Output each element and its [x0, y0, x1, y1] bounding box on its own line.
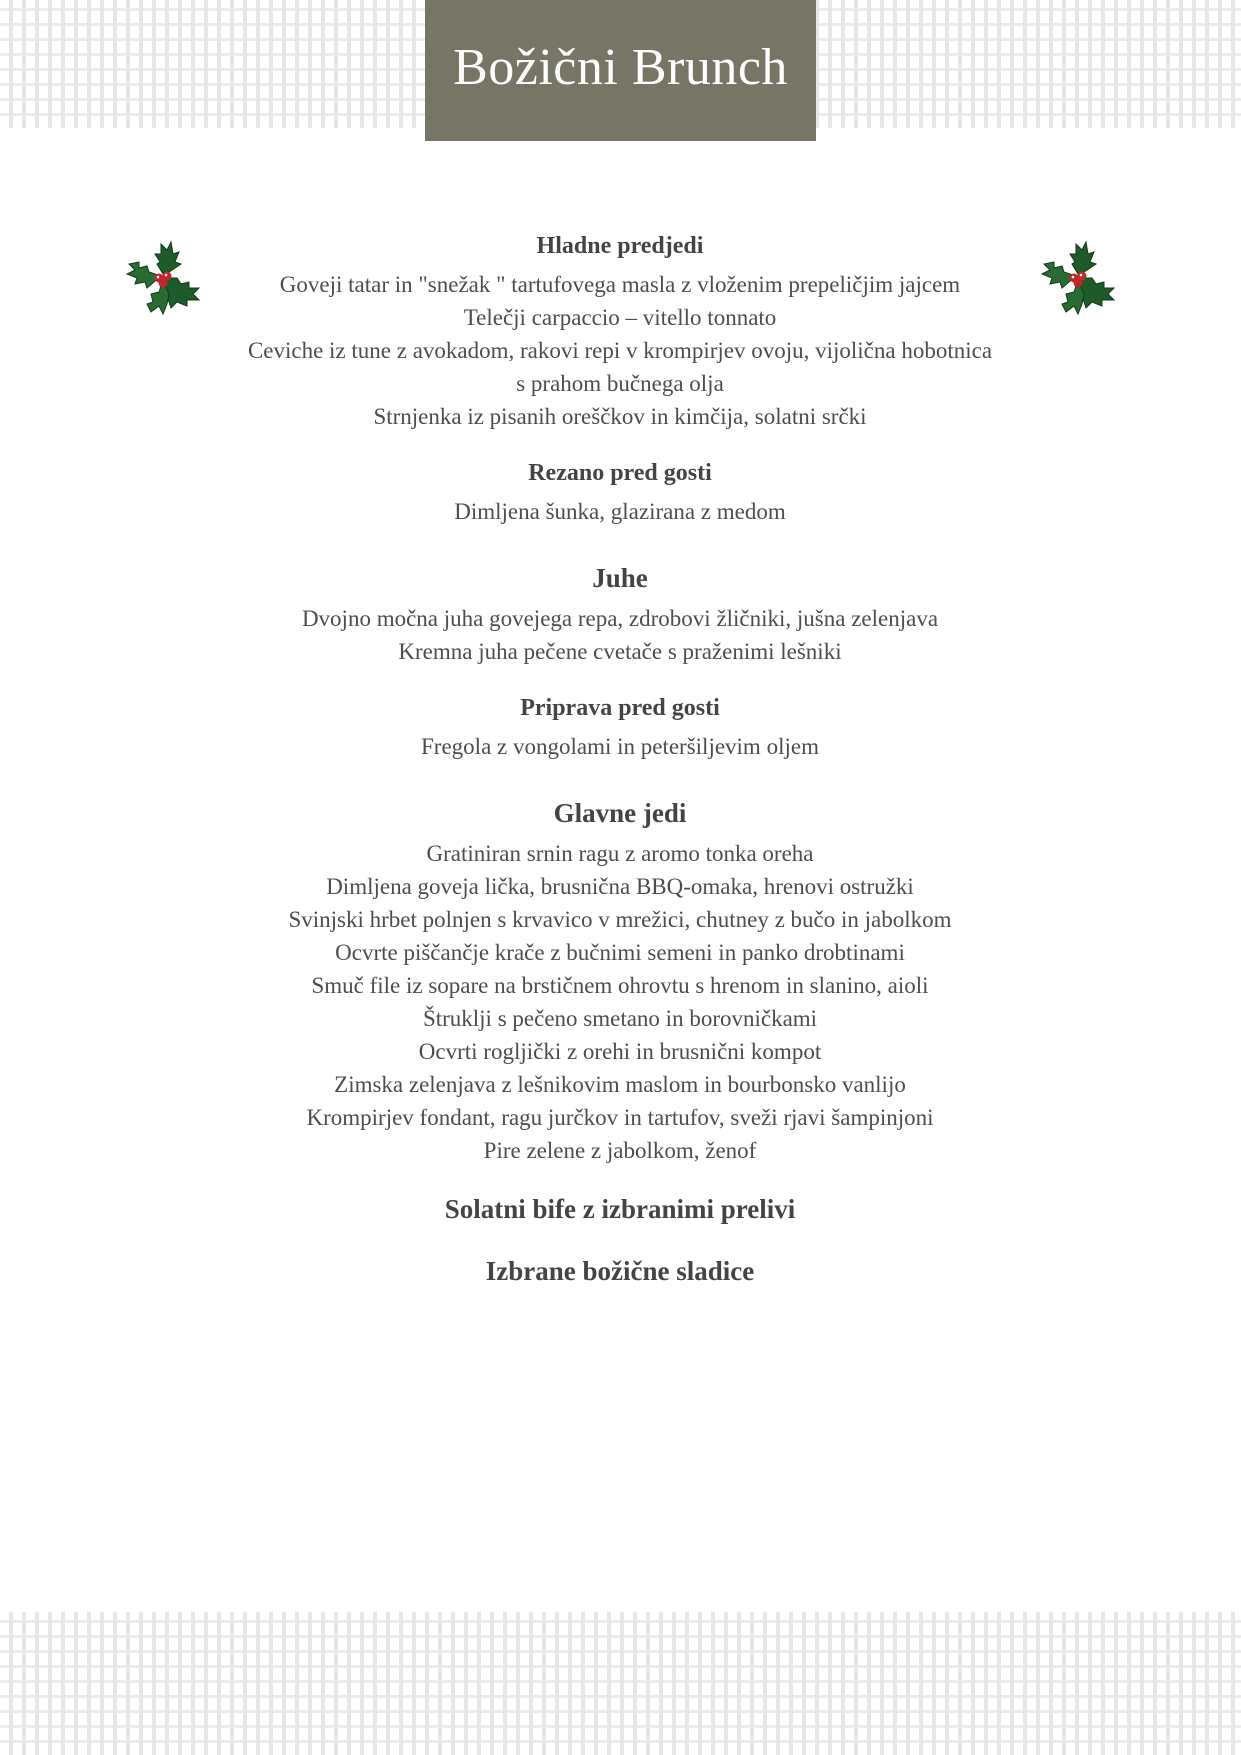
menu-item: Dvojno močna juha govejega repa, zdrobovi žličniki, jušna zelenjava	[301, 606, 939, 631]
section-heading-sladice: Izbrane božične sladice	[485, 1256, 755, 1286]
section-heading-solatni-bife: Solatni bife z izbranimi prelivi	[444, 1194, 796, 1224]
bottom-pattern-band	[0, 1612, 1241, 1755]
menu-item: Telečji carpaccio – vitello tonnato	[463, 305, 777, 330]
menu-item: Kremna juha pečene cvetače s praženimi lešniki	[398, 639, 842, 664]
title-banner	[425, 0, 816, 141]
menu-item: Pire zelene z jabolkom, ženof	[483, 1138, 757, 1163]
page-title: Božični Brunch	[453, 39, 788, 96]
menu-item: Goveji tatar in "snežak " tartufovega masla z vloženim prepeličjim jajcem	[279, 272, 961, 297]
menu-content	[120, 228, 1120, 1291]
section-heading-juhe: Juhe	[592, 563, 648, 593]
menu-item: Dimljena šunka, glazirana z medom	[454, 499, 786, 524]
menu-item: Štruklji s pečeno smetano in borovničkami	[422, 1006, 818, 1031]
menu-item: Strnjenka iz pisanih oreščkov in kimčija, solatni srčki	[373, 404, 867, 429]
menu-item: Smuč file iz sopare na brstičnem ohrovtu s hrenom in slanino, aioli	[311, 973, 929, 998]
menu-item: s prahom bučnega olja	[516, 371, 724, 396]
section-heading-priprava-pred-gosti: Priprava pred gosti	[520, 695, 720, 721]
menu-item: Dimljena goveja lička, brusnična BBQ-omaka, hrenovi ostružki	[326, 874, 914, 899]
menu-item: Krompirjev fondant, ragu jurčkov in tartufov, sveži rjavi šampinjoni	[306, 1105, 934, 1130]
section-heading-rezano-pred-gosti: Rezano pred gosti	[528, 460, 712, 486]
section-heading-hladne-predjedi: Hladne predjedi	[536, 233, 704, 259]
menu-item: Zimska zelenjava z lešnikovim maslom in bourbonsko vanlijo	[334, 1072, 906, 1097]
menu-item: Svinjski hrbet polnjen s krvavico v mrežici, chutney z bučo in jabolkom	[288, 907, 952, 932]
section-heading-glavne-jedi: Glavne jedi	[553, 798, 687, 828]
menu-item: Ocvrti rogljički z orehi in brusnični kompot	[418, 1039, 822, 1064]
menu-item: Ceviche iz tune z avokadom, rakovi repi v krompirjev ovoju, vijolična hobotnica	[247, 338, 993, 363]
menu-item: Gratiniran srnin ragu z aromo tonka oreha	[426, 841, 814, 866]
menu-item: Fregola z vongolami in peteršiljevim oljem	[421, 734, 819, 759]
menu-item: Ocvrte piščančje krače z bučnimi semeni in panko drobtinami	[335, 940, 905, 965]
